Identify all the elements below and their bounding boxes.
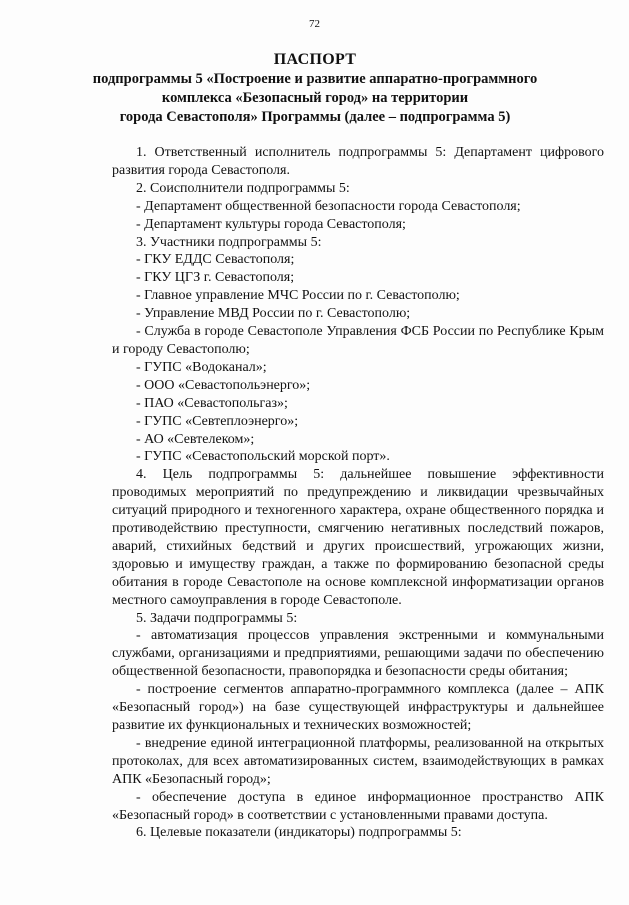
list-item: - Департамент общественной безопасности города Севастополя; (136, 198, 521, 214)
list-item: - Служба в городе Севастополе Управления ФСБ России по Республике Крым и городу Севастополю; (112, 324, 604, 357)
task-item: - построение сегментов аппаратно-программного комплекса (далее – АПК «Безопасный город») на базе существующей инфраструктуры и дальнейшее развитие их функциональных и технических возможностей; (112, 682, 604, 733)
list-item: - ГКУ ЕДДС Севастополя; (136, 252, 295, 268)
paragraph-participants-heading: 3. Участники подпрограммы 5: (136, 234, 322, 250)
task-item: - автоматизация процессов управления экстренными и коммунальными службами, организациями и предприятиями, решающими задачи по обеспечению общественной безопасности, правопорядка и безопасности среды обитания; (112, 628, 604, 680)
list-item: - ГКУ ЦГЗ г. Севастополя; (136, 270, 295, 286)
list-item: - ГУПС «Севастопольский морской порт». (136, 449, 390, 465)
paragraph-tasks-heading: 5. Задачи подпрограммы 5: (136, 610, 298, 626)
title-line-1: ПАСПОРТ (273, 51, 357, 68)
paragraph-indicators-heading: 6. Целевые показатели (индикаторы) подпрограммы 5: (136, 825, 462, 841)
list-item: - ГУПС «Водоканал»; (136, 359, 267, 375)
list-item: - Главное управление МЧС России по г. Севастополю; (136, 288, 460, 304)
passport-title (60, 50, 570, 127)
task-item: - обеспечение доступа в единое информационное пространство АПК «Безопасный город» в соответствии с установленными правами доступа. (112, 789, 604, 823)
title-line-2: подпрограммы 5 «Построение и развитие аппаратно-программного (92, 71, 538, 87)
list-item: - Управление МВД России по г. Севастополю; (136, 306, 411, 322)
page-number: 72 (309, 18, 320, 30)
paragraph-responsible-executor: 1. Ответственный исполнитель подпрограммы 5: Департамент цифрового развития города Севастополя. (112, 145, 604, 178)
title-line-3: комплекса «Безопасный город» на территории (161, 90, 469, 106)
task-item: - внедрение единой интеграционной платформы, реализованной на открытых протоколах, для всех автоматизированных систем, взаимодействующих в рамках АПК «Безопасный город»; (112, 735, 604, 787)
document-body (112, 144, 604, 842)
list-item: - ПАО «Севастопольгаз»; (136, 395, 288, 411)
list-item: - Департамент культуры города Севастополя; (136, 216, 406, 232)
list-item: - ООО «Севастопольэнерго»; (136, 377, 311, 393)
paragraph-co-executors-heading: 2. Соисполнители подпрограммы 5: (136, 180, 350, 196)
list-item: - ГУПС «Севтеплоэнерго»; (136, 413, 299, 429)
paragraph-goal: 4. Цель подпрограммы 5: дальнейшее повышение эффективности проводимых мероприятий по предупреждению и ликвидации чрезвычайных ситуаций природного и техногенного характера, охране общественного порядка и противодействию преступности, смягчению негативных последствий пожаров, аварий, стихийных бедствий и других происшествий, угрожающих жизни, здоровью и имуществу граждан, а также по формированию безопасной среды обитания в городе Севастополе на основе комплексной информатизации органов местного самоуправления в городе Севастополе. (112, 467, 604, 608)
list-item: - АО «Севтелеком»; (136, 431, 255, 447)
title-line-4: города Севастополя» Программы (далее – подпрограмма 5) (119, 109, 511, 125)
